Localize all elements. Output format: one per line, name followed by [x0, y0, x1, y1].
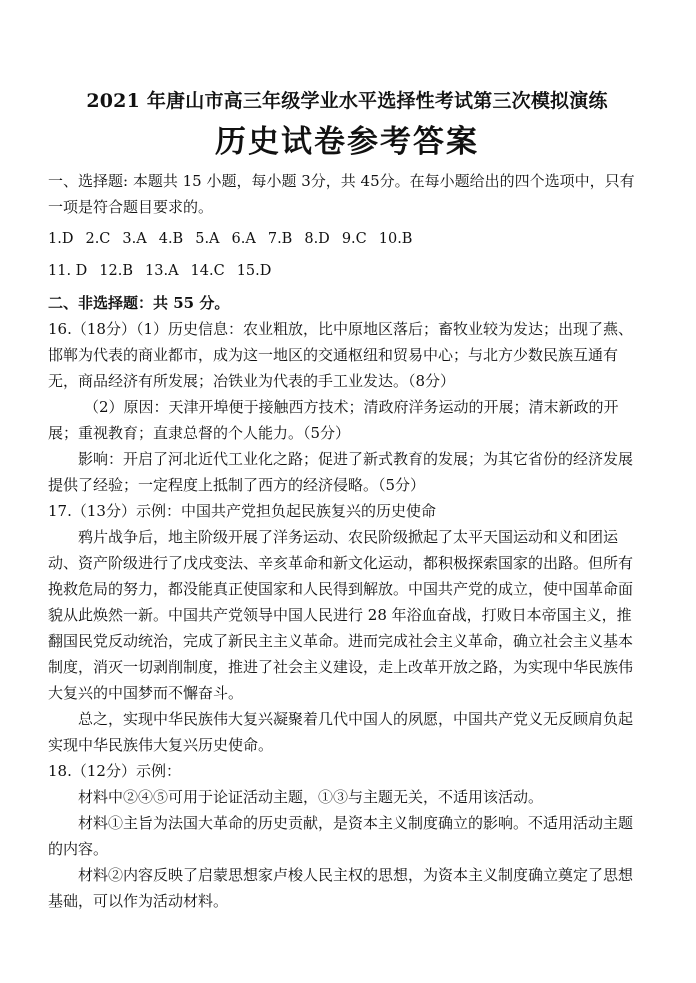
q18-line-2: 材料①主旨为法国大革命的历史贡献，是资本主义制度确立的影响。不适用活动主题的内容。: [48, 814, 634, 858]
answer-key-row-2: [48, 258, 646, 284]
answer-item: 2.C: [85, 231, 111, 247]
answer-item: 15.D: [236, 263, 272, 279]
section1-intro: 一、选择题: 本题共 15 小题，每小题 3分，共 45分。在每小题给出的四个选项中，只有一项是符合题目要求的。: [48, 172, 635, 216]
answer-item: 8.D: [304, 231, 330, 247]
q16-part1: 16.（18分）（1）历史信息：农业粗放，比中原地区落后；畜牧业较为发达；出现了燕、邯郸为代表的商业都市，成为这一地区的交通枢纽和贸易中心；与北方少数民族互通有无，商品经济有所发展；冶铁业为代表的手工业发达。（8分）: [48, 320, 633, 390]
answer-item: 4.B: [158, 231, 184, 247]
answer-item: 3.A: [122, 231, 147, 247]
q17-paragraph-1: 鸦片战争后，地主阶级开展了洋务运动、农民阶级掀起了太平天国运动和义和团运动、资产阶级进行了戊戌变法、辛亥革命和新文化运动，都积极探索国家的出路。但所有挽救危局的努力，都没能真正使国家和人民得到解放。中国共产党的成立，使中国革命面貌从此焕然一新。中国共产党领导中国人民进行 28 年浴血奋战，打败日本帝国主义，推翻国民党反动统治，完成了新民主主义革命。进而完成社会主义革命，确立社会主义基本制度，消灭一切剥削制度，推进了社会主义建设，走上改革开放之路，为实现中华民族伟大复兴的中国梦而不懈奋斗。: [48, 528, 634, 702]
answer-item: 13.A: [145, 263, 179, 279]
answer-item: 11. D: [48, 263, 88, 279]
document-title: 历史试卷参考答案: [215, 124, 479, 160]
answer-key-row-1: [48, 226, 646, 252]
q18-line-3: 材料②内容反映了启蒙思想家卢梭人民主权的思想，为资本主义制度确立奠定了思想基础，可以作为活动材料。: [48, 866, 634, 910]
answer-item: 1.D: [48, 231, 74, 247]
answer-item: 9.C: [341, 231, 367, 247]
answer-item: 10.B: [378, 231, 413, 247]
q17-paragraph-2: 总之，实现中华民族伟大复兴凝聚着几代中国人的夙愿，中国共产党义无反顾肩负起实现中华民族伟大复兴历史使命。: [48, 710, 634, 754]
answer-item: 7.B: [267, 231, 293, 247]
q16-part2-reason: （2）原因：天津开埠便于接触西方技术；清政府洋务运动的开展；清末新政的开展；重视教育；直隶总督的个人能力。（5分）: [48, 398, 619, 442]
section2-heading: 二、非选择题：共 55 分。: [48, 294, 230, 312]
exam-title: 2021 年唐山市高三年级学业水平选择性考试第三次模拟演练: [86, 90, 608, 112]
q18-title: 18.（12分）示例：: [48, 762, 181, 780]
answer-item: 12.B: [99, 263, 134, 279]
answer-item: 14.C: [190, 263, 225, 279]
q16-part2-effect: 影响：开启了河北近代工业化之路；促进了新式教育的发展；为其它省份的经济发展提供了经验；一定程度上抵制了西方的经济侵略。（5分）: [48, 450, 634, 494]
q18-line-1: 材料中②④⑤可用于论证活动主题，①③与主题无关，不适用该活动。: [78, 788, 544, 806]
answer-item: 6.A: [231, 231, 256, 247]
answer-item: 5.A: [195, 231, 220, 247]
q17-title: 17.（13分）示例：中国共产党担负起民族复兴的历史使命: [48, 502, 436, 520]
